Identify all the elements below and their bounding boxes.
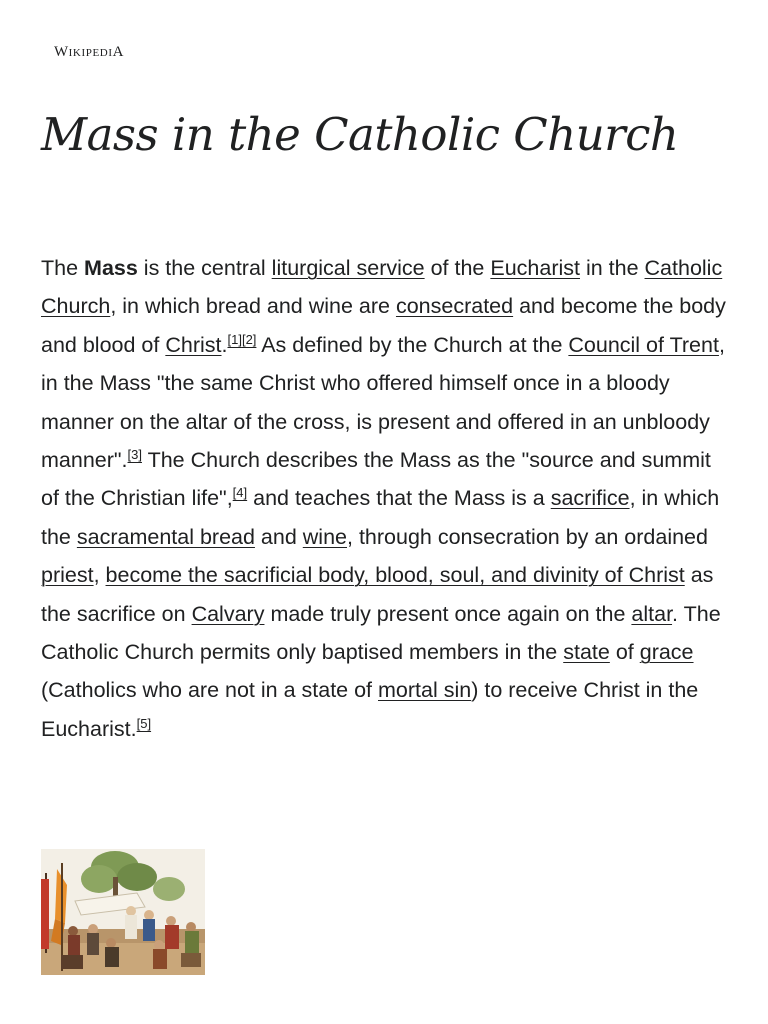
text: ) to receive Christ in the Eucharist. — [41, 678, 699, 741]
text: As defined by the Church at the — [256, 332, 569, 357]
link-liturgical-service[interactable]: liturgical service — [271, 256, 425, 280]
citation-5 — [137, 716, 151, 731]
ref-link-4[interactable]: [4] — [232, 485, 248, 501]
lead-image[interactable] — [41, 849, 205, 975]
text: of the — [424, 256, 491, 280]
link-wine[interactable]: wine — [302, 524, 347, 549]
text: and — [254, 524, 303, 549]
link-consecrated[interactable]: consecrated — [395, 294, 514, 319]
link-eucharist[interactable]: Eucharist — [490, 256, 580, 280]
citation-4 — [233, 485, 247, 500]
wordmark-middle: IKIPEDI — [68, 47, 113, 59]
text: The Church describes the Mass as the "source and summit of the Christian life", — [41, 448, 711, 511]
bold-term: Mass — [84, 256, 138, 280]
link-christ[interactable]: Christ — [165, 332, 222, 357]
link-calvary[interactable]: Calvary — [191, 601, 265, 626]
text: , — [93, 563, 106, 588]
link-transubstantiation[interactable]: become the sacrificial body, blood, soul, and divinity of Christ — [105, 563, 685, 588]
text: The — [41, 256, 85, 280]
link-state[interactable]: state — [563, 640, 610, 665]
text: and teaches that the Mass is a — [247, 486, 551, 511]
ref-link-2[interactable]: [2] — [241, 331, 257, 347]
wikipedia-wordmark[interactable] — [54, 44, 124, 61]
text: (Catholics who are not in a state of — [41, 678, 379, 703]
ref-link-3[interactable]: [3] — [127, 447, 142, 463]
wordmark-a: A — [112, 44, 124, 60]
wordmark-w: W — [54, 44, 69, 60]
link-mortal-sin[interactable]: mortal sin — [378, 678, 472, 703]
text: , in the Mass "the same Christ who offered himself once in a bloody manner on the altar of the cross, is present and offered in an unbloody manner". — [41, 332, 725, 473]
painting-of-outdoor-mass-thumbnail — [41, 849, 205, 975]
article-body — [41, 249, 731, 748]
text: . The Catholic Church permits only baptised members in the — [41, 601, 721, 665]
link-grace[interactable]: grace — [639, 640, 694, 665]
page-title: Mass in the Catholic Church — [41, 108, 679, 161]
link-sacramental-bread[interactable]: sacramental bread — [76, 524, 255, 549]
link-council-of-trent[interactable]: Council of Trent — [568, 332, 719, 357]
text: in the — [579, 256, 645, 280]
link-altar[interactable]: altar — [631, 601, 673, 626]
text: made truly present once again on the — [264, 601, 632, 626]
ref-link-5[interactable]: [5] — [136, 715, 152, 731]
text: . — [221, 332, 228, 357]
lead-paragraph — [41, 249, 731, 748]
text: , in which bread and wine are — [110, 294, 396, 319]
text: as the sacrifice on — [41, 563, 714, 626]
text: and become the body and blood of — [41, 294, 726, 357]
link-sacrifice[interactable]: sacrifice — [550, 486, 630, 511]
citation-1 — [227, 332, 256, 347]
text: of — [609, 640, 640, 665]
link-priest[interactable]: priest — [41, 563, 94, 588]
link-catholic-church[interactable]: Catholic Church — [41, 256, 723, 319]
text: , in which the — [41, 486, 720, 549]
text: is the central — [137, 256, 272, 280]
ref-link-1[interactable]: [1] — [227, 331, 242, 347]
text: , through consecration by an ordained — [347, 524, 708, 549]
citation-3 — [128, 447, 142, 462]
